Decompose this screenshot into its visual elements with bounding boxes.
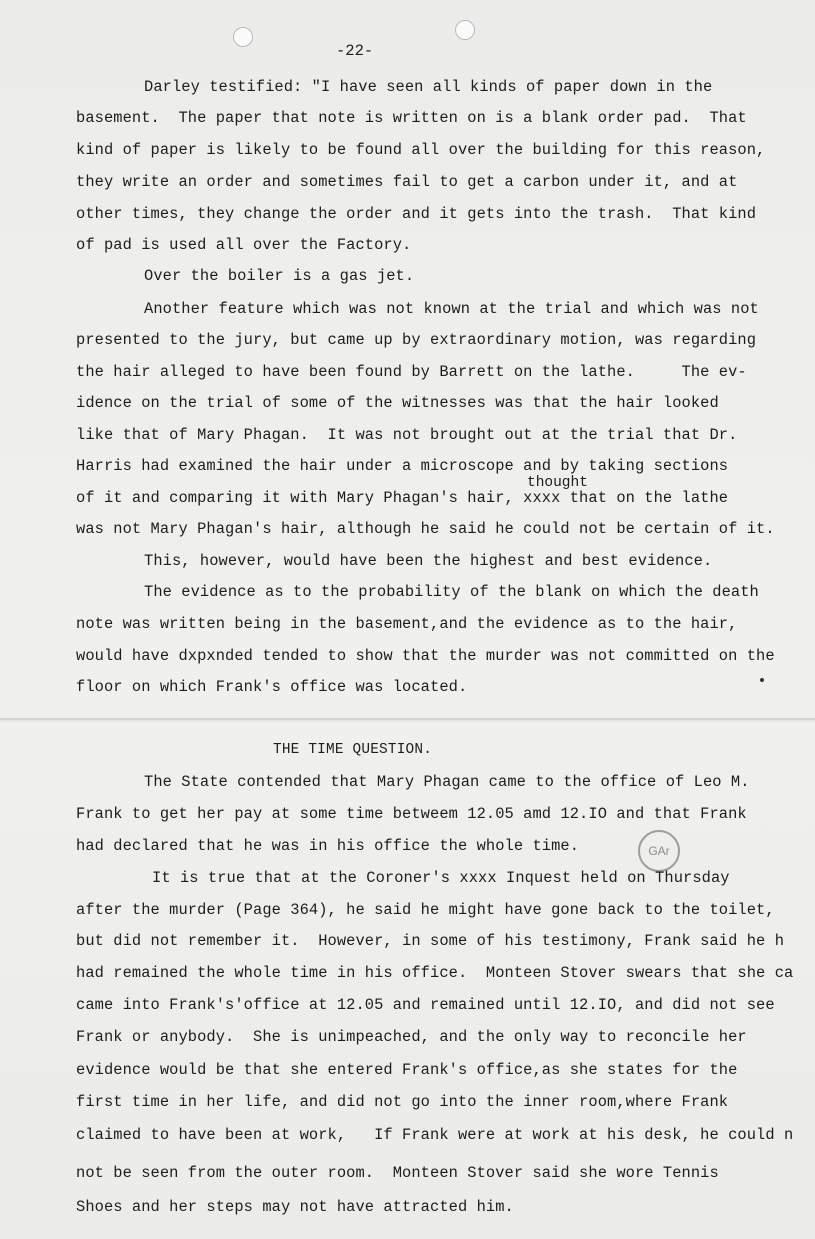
text-line: presented to the jury, but came up by extraordinary motion, was regarding — [76, 331, 757, 349]
text-line: other times, they change the order and it gets into the trash. That kind — [76, 205, 757, 223]
text-line: floor on which Frank's office was located. — [76, 678, 468, 696]
text-line: of pad is used all over the Factory. — [76, 236, 412, 254]
text-line: the hair alleged to have been found by Barrett on the lathe. The ev- — [76, 363, 747, 381]
text-line: The evidence as to the probability of the blank on which the death — [144, 583, 759, 601]
text-line: This, however, would have been the highest and best evidence. — [144, 552, 713, 570]
text-line: Another feature which was not known at the trial and which was not — [144, 300, 759, 318]
page-number: -22- — [336, 42, 374, 60]
text-line: after the murder (Page 364), he said he might have gone back to the toilet, — [76, 901, 775, 919]
text-line: first time in her life, and did not go into the inner room,where Frank — [76, 1093, 729, 1111]
text-line: claimed to have been at work, If Frank were at work at his desk, he could n — [76, 1126, 794, 1144]
handwritten-insertion: thought — [527, 475, 588, 491]
punch-hole — [233, 27, 253, 47]
text-line: Over the boiler is a gas jet. — [144, 267, 415, 285]
text-line: Frank to get her pay at some time betweem 12.05 amd 12.IO and that Frank — [76, 805, 747, 823]
ink-spot — [760, 678, 764, 682]
archive-stamp: GAr — [638, 830, 680, 872]
text-line: they write an order and sometimes fail to get a carbon under it, and at — [76, 173, 738, 191]
text-line: of it and comparing it with Mary Phagan's hair, xxxx that on the lathe — [76, 489, 729, 507]
text-line: but did not remember it. However, in some of his testimony, Frank said he h — [76, 932, 785, 950]
text-line: note was written being in the basement,and the evidence as to the hair, — [76, 615, 738, 633]
text-line: came into Frank's'office at 12.05 and remained until 12.IO, and did not see — [76, 996, 775, 1014]
page-fold — [0, 718, 815, 720]
text-line: The State contended that Mary Phagan came to the office of Leo M. — [144, 773, 750, 791]
text-line: kind of paper is likely to be found all over the building for this reason, — [76, 141, 766, 159]
text-line: had declared that he was in his office the whole time. — [76, 837, 580, 855]
text-line: Shoes and her steps may not have attracted him. — [76, 1198, 514, 1216]
text-line: Frank or anybody. She is unimpeached, and the only way to reconcile her — [76, 1028, 747, 1046]
text-line: was not Mary Phagan's hair, although he said he could not be certain of it. — [76, 520, 775, 538]
text-line: would have dxpxnded tended to show that the murder was not committed on the — [76, 647, 775, 665]
text-line: not be seen from the outer room. Monteen Stover said she wore Tennis — [76, 1164, 719, 1182]
section-heading: THE TIME QUESTION. — [273, 742, 433, 758]
punch-hole — [455, 20, 475, 40]
text-line: Darley testified: "I have seen all kinds of paper down in the — [144, 78, 713, 96]
text-line: basement. The paper that note is written on is a blank order pad. That — [76, 109, 747, 127]
text-line: evidence would be that she entered Frank's office,as she states for the — [76, 1061, 738, 1079]
text-line: like that of Mary Phagan. It was not brought out at the trial that Dr. — [76, 426, 738, 444]
text-line: had remained the whole time in his office. Monteen Stover swears that she ca — [76, 964, 794, 982]
text-line: idence on the trial of some of the witnesses was that the hair looked — [76, 394, 719, 412]
text-line: Harris had examined the hair under a microscope and by taking sections — [76, 457, 729, 475]
text-line: It is true that at the Coroner's xxxx Inquest held on Thursday — [152, 869, 730, 887]
